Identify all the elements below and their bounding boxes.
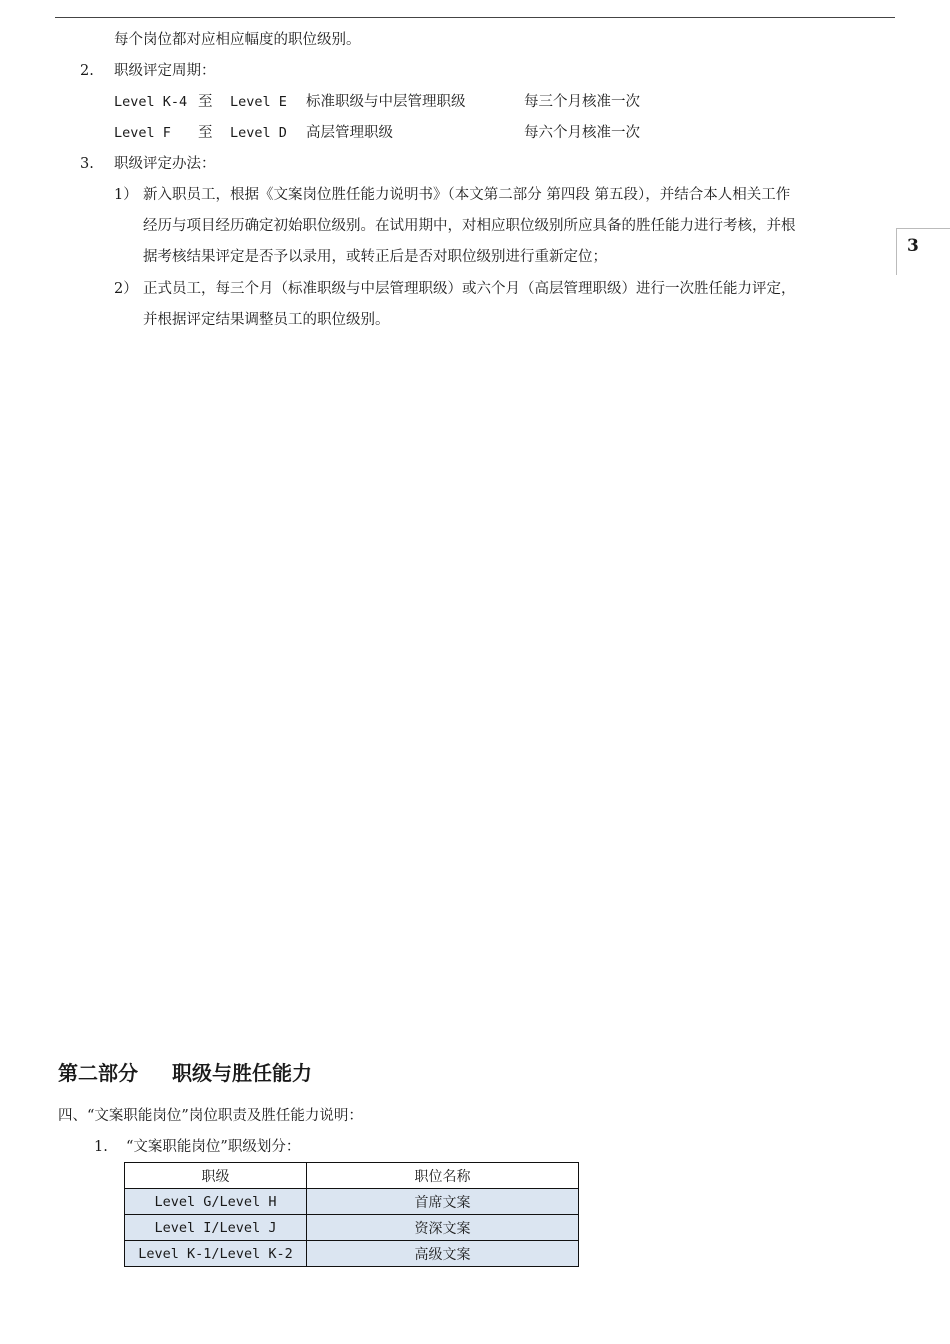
level-table xyxy=(124,1162,579,1267)
part-two-label: 第二部分 xyxy=(58,1061,138,1085)
page-number-tab xyxy=(896,228,950,275)
table-row xyxy=(125,1215,579,1241)
method-item-1-marker: 1） xyxy=(114,187,138,203)
intro-tail-text: 每个岗位都对应相应幅度的职位级别。 xyxy=(114,32,361,48)
header-position: 职位名称 xyxy=(307,1163,579,1189)
table-header-row xyxy=(125,1163,579,1189)
cycle-row-2-frequency: 每六个月核准一次 xyxy=(524,125,640,141)
method-number: 3. xyxy=(80,156,94,172)
method-item-2-marker: 2） xyxy=(114,281,138,297)
cycle-row-1-frequency: 每三个月核准一次 xyxy=(524,94,640,110)
method-item-1-line-1: 新入职员工，根据《文案岗位胜任能力说明书》（本文第二部分 第四段 第五段），并结合本人相关工作 xyxy=(143,187,791,203)
level-cell: Level K-1/Level K-2 xyxy=(125,1241,307,1267)
method-item-2-line-2: 并根据评定结果调整员工的职位级别。 xyxy=(143,312,390,328)
position-cell: 资深文案 xyxy=(307,1215,579,1241)
cycle-row-1-from: Level K-4 xyxy=(114,94,188,110)
sub-one-number: 1. xyxy=(94,1139,108,1155)
method-item-1-line-3: 据考核结果评定是否予以录用，或转正后是否对职位级别进行重新定位； xyxy=(143,249,607,265)
position-cell: 首席文案 xyxy=(307,1189,579,1215)
section-four-title: 四、“文案职能岗位”岗位职责及胜任能力说明： xyxy=(58,1108,363,1124)
method-item-2-line-1: 正式员工，每三个月（标准职级与中层管理职级）或六个月（高层管理职级）进行一次胜任能力评定， xyxy=(143,281,796,297)
method-item-1-line-2: 经历与项目经历确定初始职位级别。在试用期中，对相应职位级别所应具备的胜任能力进行考核，并根 xyxy=(143,218,796,234)
cycle-row-2-scope: 高层管理职级 xyxy=(306,125,393,141)
sub-one-title: “文案职能岗位”职级划分： xyxy=(126,1139,301,1155)
cycle-row-2-to-word: 至 xyxy=(198,125,213,141)
table-row xyxy=(125,1189,579,1215)
cycle-row-1-to-word: 至 xyxy=(198,94,213,110)
header-rule xyxy=(55,17,895,18)
table-row xyxy=(125,1241,579,1267)
level-cell: Level G/Level H xyxy=(125,1189,307,1215)
method-title: 职级评定办法： xyxy=(114,156,216,172)
part-two-heading xyxy=(58,1057,312,1086)
cycle-row-1-to: Level E xyxy=(230,94,287,110)
cycle-row-2-from: Level F xyxy=(114,125,171,141)
cycle-row-1-scope: 标准职级与中层管理职级 xyxy=(306,94,466,110)
part-two-title: 职级与胜任能力 xyxy=(172,1061,312,1085)
cycle-number: 2. xyxy=(80,63,94,79)
page-number: 3 xyxy=(907,236,919,256)
cycle-title: 职级评定周期： xyxy=(114,63,216,79)
position-cell: 高级文案 xyxy=(307,1241,579,1267)
cycle-row-2-to: Level D xyxy=(230,125,287,141)
header-level: 职级 xyxy=(125,1163,307,1189)
level-cell: Level I/Level J xyxy=(125,1215,307,1241)
